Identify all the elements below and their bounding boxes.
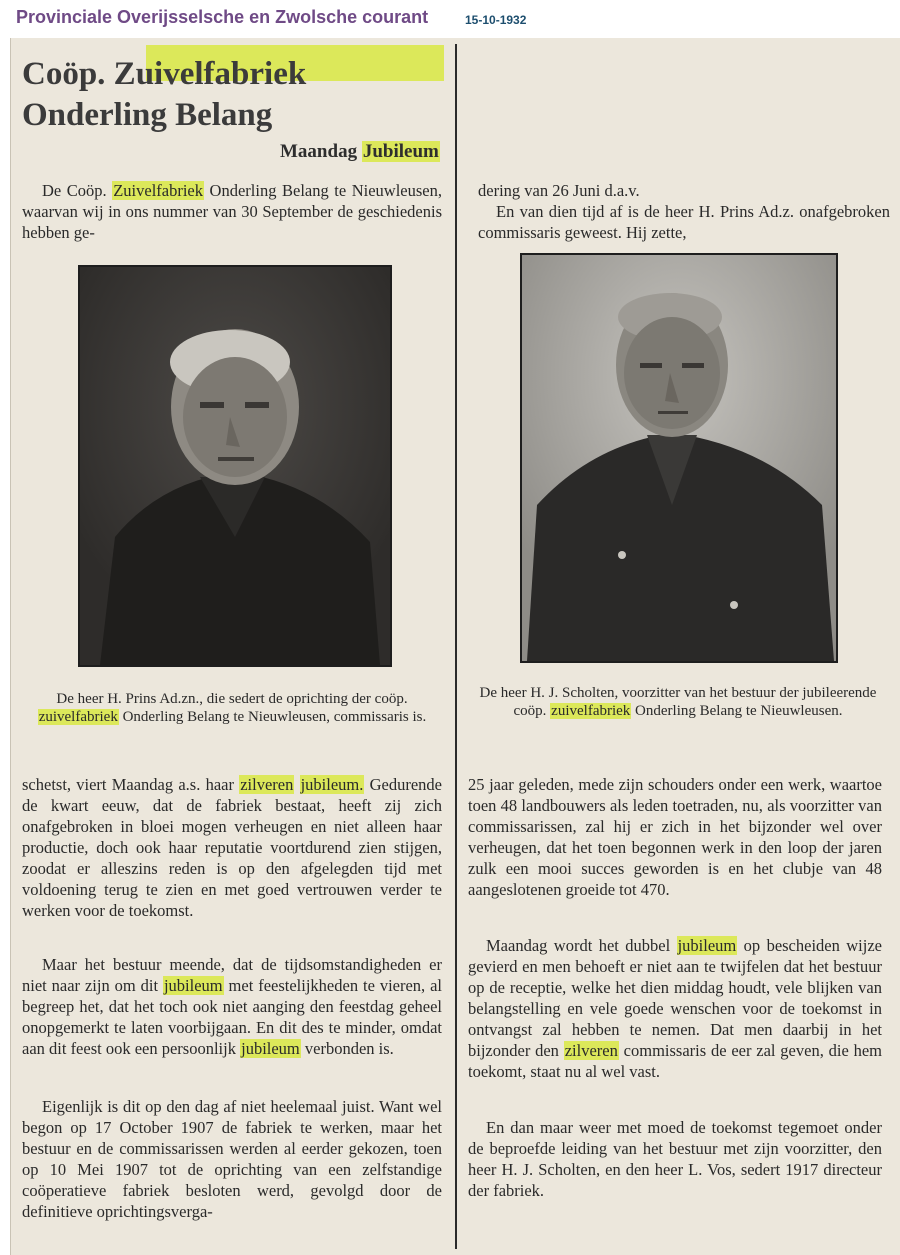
publication-date: 15-10-1932: [465, 13, 527, 27]
highlight-term: zilveren: [564, 1041, 618, 1060]
subheadline-text: Maandag: [280, 141, 362, 162]
photo-caption-2: De heer H. J. Scholten, voorzitter van het bestuur der jubileerende coöp. zuivelfabriek Onderling Belang te Nieuwleusen.: [479, 685, 877, 719]
viewer-header: [0, 0, 900, 38]
highlight-term: jubileum: [163, 976, 223, 995]
col1-intro: De Coöp. Zuivelfabriek Onderling Belang te Nieuwleusen, waarvan wij in ons nummer van 30 September de geschiedenis hebben ge-: [22, 181, 442, 242]
col1-paragraph-3: Eigenlijk is dit op den dag af niet heelemaal juist. Want wel begon op 17 October 1907 de fabriek te werken, maar het bestuur en de commissarissen werden al eerder gekozen, toen op 10 Mei 1907 tot de oprichting van een zelfstandige coöperatieve fabriek besloten werd, gevolgd door de definitieve oprichtingsverga-: [22, 1097, 442, 1221]
column-rule: [455, 44, 457, 1249]
portrait-h-prins: [78, 265, 392, 667]
highlight-term: jubileum: [677, 936, 737, 955]
photo-caption-1: De heer H. Prins Ad.zn., die sedert de oprichting der coöp. zuivelfabriek Onderling Belang te Nieuwleusen, commissaris is.: [38, 691, 427, 725]
col1-paragraph-2: Maar het bestuur meende, dat de tijdsomstandigheden er niet naar zijn om dit jubileum met feestelijkheden te vieren, al begreep het, dat het toch ook niet aanging den feestdag geheel onopgemerkt te laten voorbijgaan. En dit des te minder, omdat aan dit feest ook een persoonlijk jubileum verbonden is.: [22, 955, 442, 1058]
col2-intro-2: En van dien tijd af is de heer H. Prins Ad.z. onafgebroken commissaris geweest. Hij zette,: [478, 202, 890, 242]
highlight-term: jubileum: [241, 1039, 300, 1058]
highlight-term: jubileum.: [300, 775, 364, 794]
highlight-term: zuivelfabriek: [38, 709, 118, 725]
headline-line-1: Coöp. Zuivelfabriek: [22, 56, 307, 92]
subheadline: [280, 141, 440, 163]
col2-paragraph-2: Maandag wordt het dubbel jubileum op bescheiden wijze gevierd en men behoeft er niet aan te twijfelen dat het bestuur op de receptie, welke het dien middag houdt, vele blijken van belangstelling en vele goede wenschen voor de toekomst in ontvangst zal hebben te nemen. Dat men daarbij in het bijzonder den zilveren commissaris de eer zal geven, die hem toekomt, staat nu al wel vast.: [468, 936, 882, 1081]
col2-intro: dering van 26 Juni d.a.v.: [478, 181, 640, 200]
col2-paragraph-3: En dan maar weer met moed de toekomst tegemoet onder de beproefde leiding van het bestuur met zijn voorzitter, den heer H. J. Scholten, en den heer L. Vos, sedert 1917 directeur der fabriek.: [468, 1118, 882, 1200]
highlight-term: Zuivelfabriek: [113, 181, 203, 200]
highlight-term: zuivelfabriek: [551, 703, 631, 719]
headline-line-2: Onderling Belang: [22, 97, 273, 133]
col1-paragraph-1: schetst, viert Maandag a.s. haar zilveren jubileum. Gedurende de kwart eeuw, dat de fabriek bestaat, heeft zij zich onafgebroken in bloei mogen verheugen en niet alleen haar productie, doch ook haar reputatie voortdurend zien stijgen, zoodat er alleszins reden is op den afgelegden tijd met voldoening terug te zien en met goed vertrouwen verder te werken voor de toekomst.: [22, 775, 442, 920]
portrait-h-j-scholten: [520, 253, 838, 663]
col2-paragraph-1: 25 jaar geleden, mede zijn schouders onder een werk, waartoe toen 48 landbouwers als leden toetraden, nu, als voorzitter van commissarissen, zal hij er zich in het bijzonder wel over verheugen, dat het toen begonnen werk in den loop der jaren zulk een mooi succes geworden is en het clubje van 48 aangeslotenen groeide tot 470.: [468, 775, 882, 899]
highlight-term: zilveren: [240, 775, 294, 794]
clipping-edge: [10, 38, 11, 1255]
highlight-term: Jubileum: [362, 141, 439, 162]
newspaper-title[interactable]: Provinciale Overijsselsche en Zwolsche courant: [16, 7, 429, 27]
